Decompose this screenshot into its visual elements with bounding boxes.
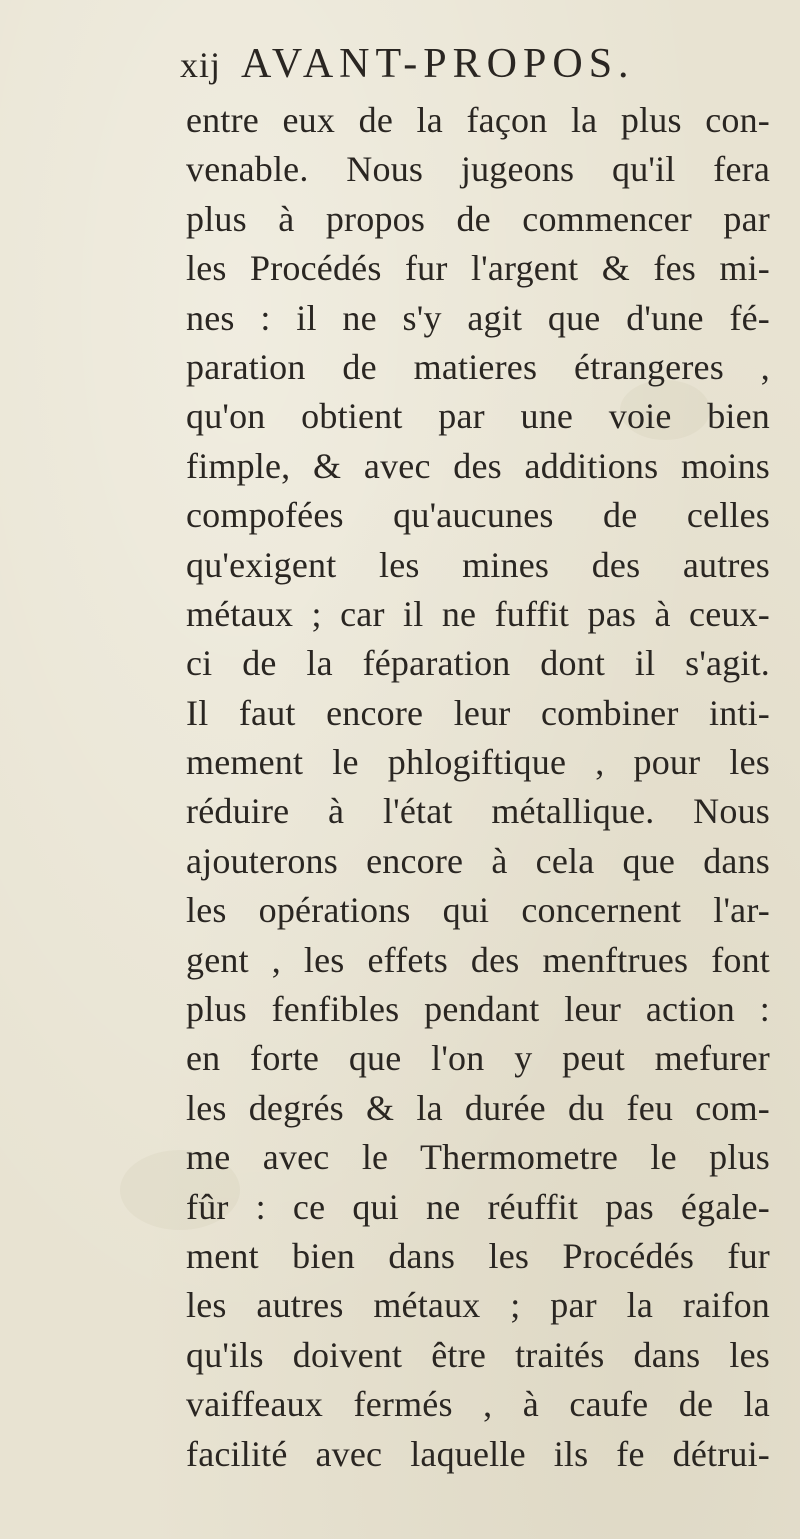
text-line: plus à propos de commencer par [186, 198, 770, 239]
text-line: les Procédés fur l'argent & fes mi- [186, 248, 770, 289]
text-line: qu'exigent les mines des autres [186, 544, 770, 585]
text-line: plus fenfibles pendant leur action : [186, 989, 770, 1030]
text-line: qu'on obtient par une voie bien [186, 396, 770, 437]
text-line: en forte que l'on y peut mefurer [186, 1038, 770, 1079]
text-line: fûr : ce qui ne réuffit pas égale- [186, 1186, 770, 1227]
text-line: entre eux de la façon la plus con- [186, 100, 770, 140]
text-line: réduire à l'état métallique. Nous [186, 791, 770, 832]
text-line: ajouterons encore à cela que dans [186, 840, 770, 881]
page-header [180, 40, 780, 98]
text-line: nes : il ne s'y agit que d'une fé- [186, 297, 770, 338]
text-line: Il faut encore leur combiner inti- [186, 692, 770, 733]
text-line: qu'ils doivent être traités dans les [186, 1334, 770, 1375]
body-text [186, 96, 770, 1479]
text-line: les autres métaux ; par la raifon [186, 1285, 770, 1326]
text-line: venable. Nous jugeons qu'il fera [186, 149, 770, 190]
page-number: xij [180, 45, 222, 85]
text-line: ci de la féparation dont il s'agit. [186, 643, 770, 684]
text-line: métaux ; car il ne fuffit pas à ceux- [186, 593, 770, 634]
text-line: me avec le Thermometre le plus [186, 1137, 770, 1178]
running-title: AVANT-PROPOS. [241, 41, 635, 87]
text-line: compofées qu'aucunes de celles [186, 495, 770, 536]
text-line: vaiffeaux fermés , à caufe de la [186, 1384, 770, 1425]
text-line: mement le phlogiftique , pour les [186, 742, 770, 783]
text-line: paration de matieres étrangeres , [186, 346, 770, 387]
text-line: ment bien dans les Procédés fur [186, 1235, 770, 1276]
text-line: facilité avec laquelle ils fe détrui- [186, 1433, 770, 1474]
text-line: les degrés & la durée du feu com- [186, 1087, 770, 1128]
text-line: gent , les effets des menftrues font [186, 939, 770, 980]
text-line: les opérations qui concernent l'ar- [186, 890, 770, 931]
text-line: fimple, & avec des additions moins [186, 445, 770, 486]
